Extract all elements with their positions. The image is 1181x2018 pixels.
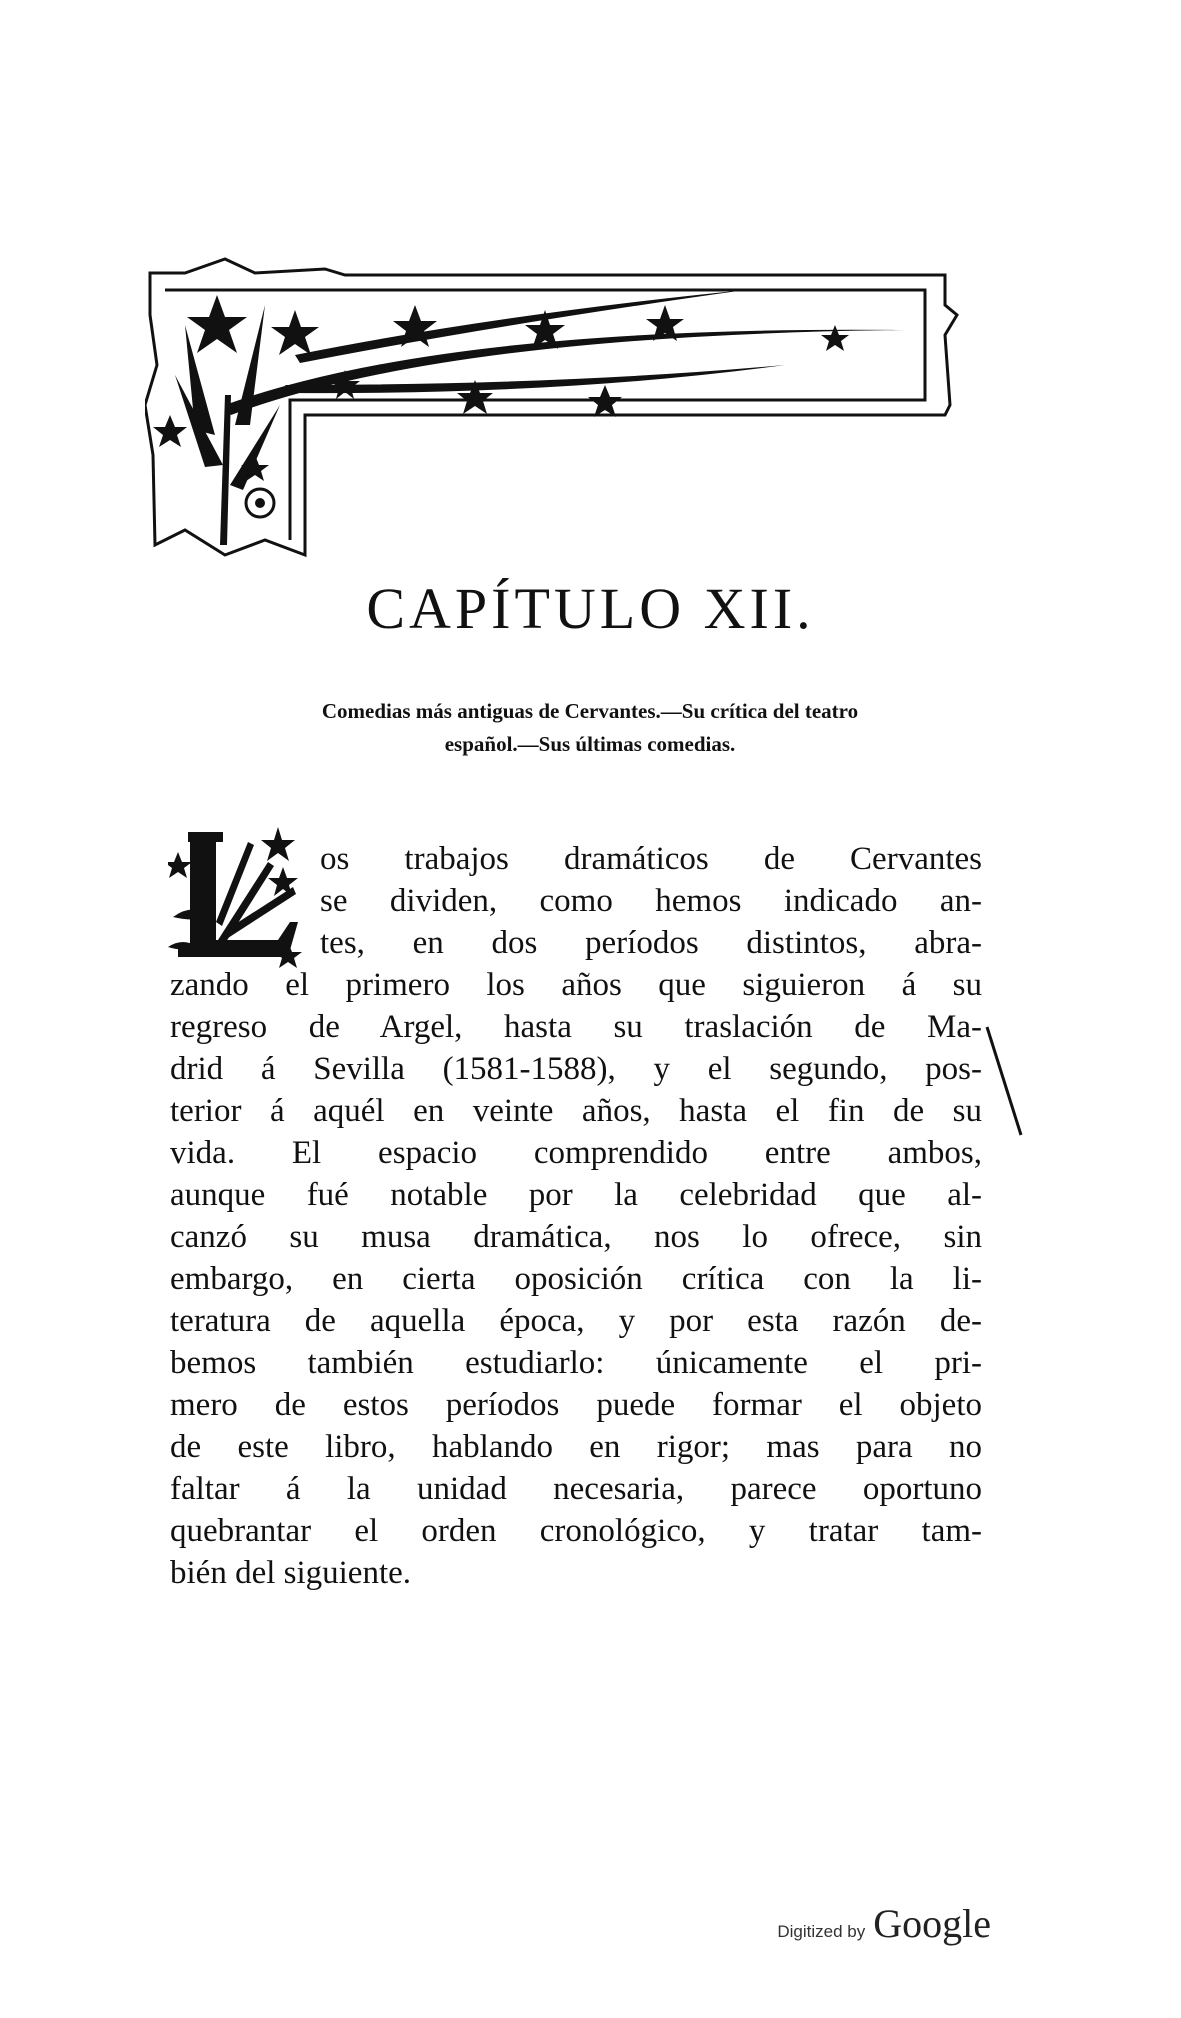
- text-line: se dividen, como hemos indicado an-: [320, 883, 982, 919]
- text-line: vida. El espacio comprendido entre ambos,: [170, 1135, 982, 1171]
- text-line: tes, en dos períodos distintos, abra-: [320, 925, 982, 961]
- text-line: mero de estos períodos puede formar el objeto: [170, 1387, 982, 1423]
- text-line: bién del siguiente.: [170, 1555, 412, 1591]
- chapter-summary-line: Comedias más antiguas de Cervantes.—Su crítica del teatro: [321, 699, 859, 723]
- text-line: zando el primero los años que siguieron á su: [170, 967, 982, 1003]
- text-line: aunque fué notable por la celebridad que al-: [170, 1177, 982, 1213]
- text-line: regreso de Argel, hasta su traslación de Ma-: [170, 1009, 982, 1045]
- text-line: bemos también estudiarlo: únicamente el pri-: [170, 1345, 982, 1381]
- digitized-by-watermark: [777, 1900, 991, 1947]
- google-logo: Google: [873, 1901, 991, 1946]
- text-line: terior á aquél en veinte años, hasta el fin de su: [170, 1093, 982, 1129]
- floral-frame-icon: [145, 255, 1005, 565]
- text-line: quebrantar el orden cronológico, y tratar tam-: [170, 1513, 982, 1549]
- text-line: canzó su musa dramática, nos lo ofrece, sin: [170, 1219, 982, 1255]
- text-line: faltar á la unidad necesaria, parece oportuno: [170, 1471, 982, 1507]
- margin-stroke-icon: [985, 1025, 1025, 1145]
- digitized-label: Digitized by: [777, 1922, 866, 1941]
- text-line: de este libro, hablando en rigor; mas para no: [170, 1429, 982, 1465]
- dropcap-letter-icon: [168, 822, 310, 972]
- chapter-summary-line: español.—Sus últimas comedias.: [444, 732, 736, 756]
- text-line: teratura de aquella época, y por esta razón de-: [170, 1303, 982, 1339]
- text-line: drid á Sevilla (1581-1588), y el segundo, pos-: [170, 1051, 982, 1087]
- text-line: embargo, en cierta oposición crítica con la li-: [170, 1261, 982, 1297]
- chapter-summary: [195, 695, 985, 761]
- chapter-title: CAPÍTULO XII.: [366, 576, 815, 641]
- text-line: os trabajos dramáticos de Cervantes: [320, 841, 982, 877]
